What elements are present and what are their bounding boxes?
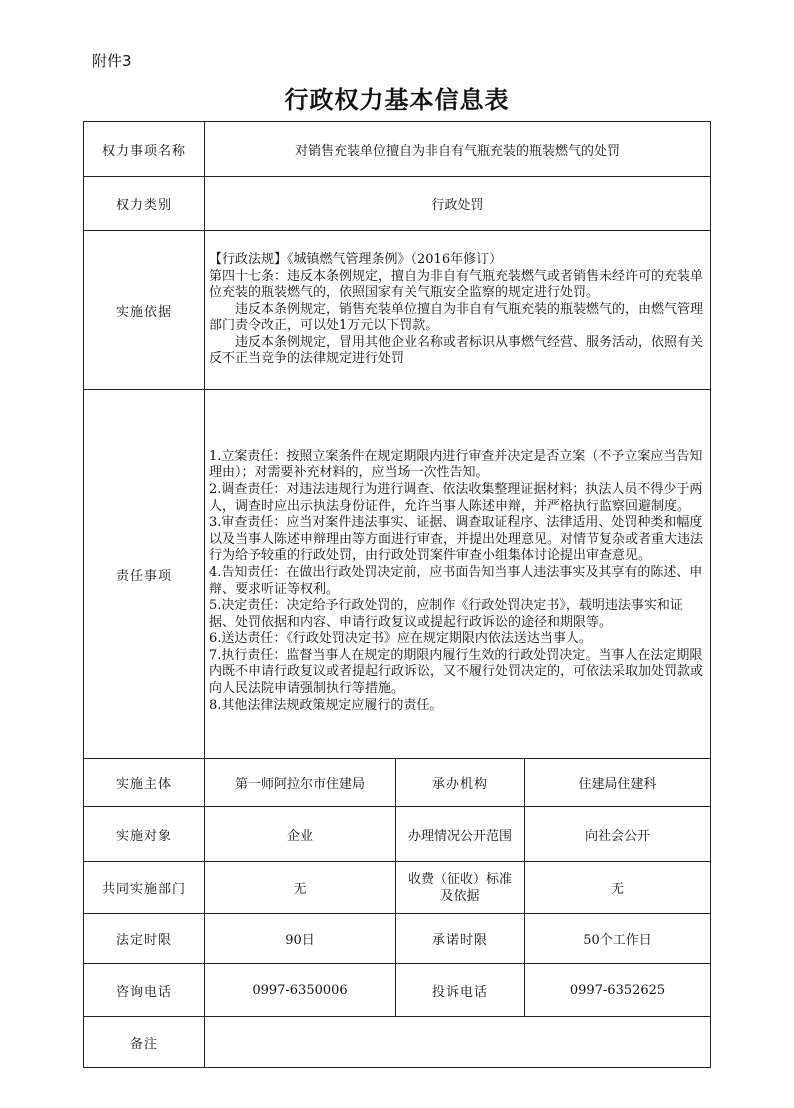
- label-disclosure-scope: 办理情况公开范围: [396, 807, 525, 862]
- label-consult-phone: 咨询电话: [84, 964, 205, 1017]
- label-joint-dept: 共同实施部门: [84, 862, 205, 914]
- duty-item: 4.告知责任：在做出行政处罚决定前，应书面告知当事人违法事实及其享有的陈述、申辩、要求听证等权利。: [209, 564, 703, 597]
- duties-text: [205, 390, 711, 759]
- row-target: [84, 807, 711, 862]
- duty-item: 1.立案责任：按照立案条件在规定期限内进行审查并决定是否立案（不予立案应当告知理由）；对需要补充材料的，应当场一次性告知。: [209, 448, 703, 481]
- label-basis: 实施依据: [84, 231, 205, 390]
- basis-line: 【行政法规】《城镇燃气管理条例》（2016年修订）: [209, 251, 503, 267]
- value-consult-phone: 0997-6350006: [205, 964, 396, 1017]
- duty-item: 2.调查责任：对违法违规行为进行调查、依法收集整理证据材料；执法人员不得少于两人，调查时应出示执法身份证件，允许当事人陈述申辩，并严格执行监察回避制度。: [209, 481, 703, 514]
- value-promised-limit: 50个工作日: [525, 914, 711, 964]
- duty-item: 3.审查责任：应当对案件违法事实、证据、调查取证程序、法律适用、处罚种类和幅度以及当事人陈述申辩理由等方面进行审查，并提出处理意见。对情节复杂或者重大违法行为给予较重的行政处罚，由行政处罚案件审查小组集体讨论提出审查意见。: [209, 515, 704, 564]
- value-target: 企业: [205, 807, 396, 862]
- basis-line: 违反本条例规定，冒用其他企业名称或者标识从事燃气经营、服务活动，依照有关反不正当竞争的法律规定进行处罚: [209, 334, 704, 367]
- basis-line: 违反本条例规定，销售充装单位擅自为非自有气瓶充装的瓶装燃气的，由燃气管理部门责令改正，可以处1万元以下罚款。: [209, 301, 704, 334]
- label-power-category: 权力类别: [84, 177, 205, 231]
- value-power-name: 对销售充装单位擅自为非自有气瓶充装的瓶装燃气的处罚: [205, 122, 711, 177]
- label-subject: 实施主体: [84, 759, 205, 807]
- value-power-category: 行政处罚: [205, 177, 711, 231]
- label-complaint-phone: 投诉电话: [396, 964, 525, 1017]
- row-power-category: [84, 177, 711, 231]
- value-disclosure-scope: 向社会公开: [525, 807, 711, 862]
- basis-text: [205, 231, 711, 390]
- page-title: 行政权力基本信息表: [284, 85, 510, 114]
- row-duties: [84, 390, 711, 759]
- label-legal-limit: 法定时限: [84, 914, 205, 964]
- row-time-limit: [84, 914, 711, 964]
- row-basis: [84, 231, 711, 390]
- label-remark: 备注: [84, 1017, 205, 1068]
- row-power-name: [84, 122, 711, 177]
- row-remark: [84, 1017, 711, 1068]
- basis-line: 第四十七条：违反本条例规定，擅自为非自有气瓶充装燃气或者销售未经许可的充装单位充装的瓶装燃气的，依照国家有关气瓶安全监察的规定进行处罚。: [209, 268, 704, 301]
- value-handling-org: 住建局住建科: [525, 759, 711, 807]
- duty-item: 6.送达责任：《行政处罚决定书》应在规定期限内依法送达当事人。: [209, 631, 592, 647]
- value-remark: [205, 1017, 711, 1068]
- row-joint: [84, 862, 711, 914]
- attachment-label: 附件3: [92, 52, 132, 70]
- duty-item: 8.其他法律法规政策规定应履行的责任。: [209, 697, 443, 713]
- label-target: 实施对象: [84, 807, 205, 862]
- label-power-name: 权力事项名称: [84, 122, 205, 177]
- row-phone: [84, 964, 711, 1017]
- duty-item: 7.执行责任：监督当事人在规定的期限内履行生效的行政处罚决定。当事人在法定期限内既不申请行政复议或者提起行政诉讼，又不履行处罚决定的，可依法采取加处罚款或向人民法院申请强制执行等措施。: [209, 647, 704, 697]
- value-fee-standard: 无: [525, 862, 711, 914]
- value-subject: 第一师阿拉尔市住建局: [205, 759, 396, 807]
- info-table: [83, 121, 711, 1068]
- label-promised-limit: 承诺时限: [396, 914, 525, 964]
- label-fee-standard: 收费（征收）标准及依据: [396, 862, 525, 914]
- value-complaint-phone: 0997-6352625: [525, 964, 711, 1017]
- row-subject: [84, 759, 711, 807]
- duty-item: 5.决定责任：决定给予行政处罚的，应制作《行政处罚决定书》，载明违法事实和证据、处罚依据和内容、申请行政复议或提起行政诉讼的途径和期限等。: [209, 598, 683, 630]
- label-duties: 责任事项: [84, 390, 205, 759]
- value-legal-limit: 90日: [205, 914, 396, 964]
- label-handling-org: 承办机构: [396, 759, 525, 807]
- value-joint-dept: 无: [205, 862, 396, 914]
